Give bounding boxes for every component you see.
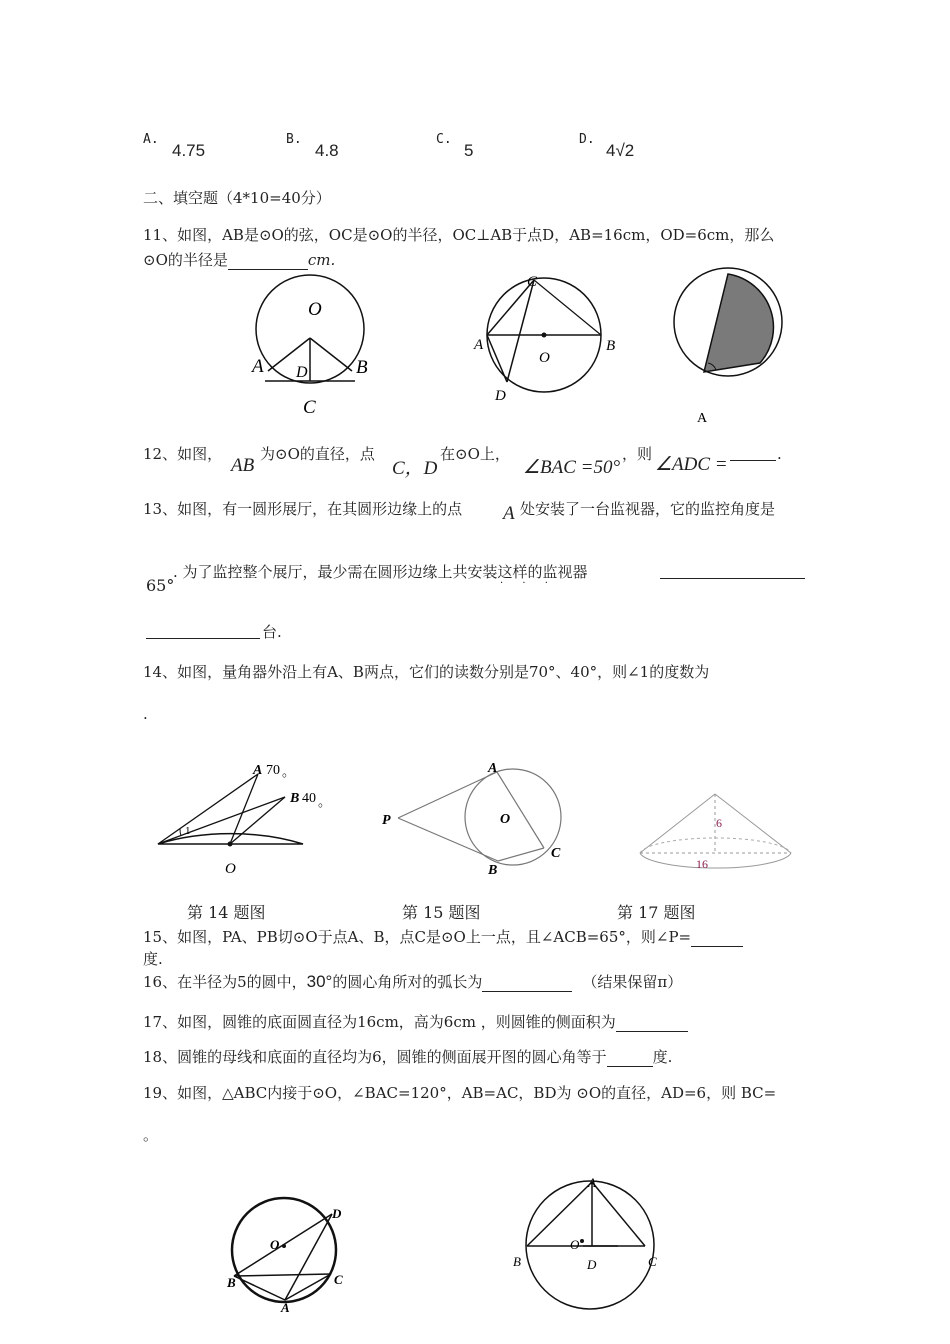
fig14-label-o: O <box>225 861 236 877</box>
q11-line2-suffix: cm. <box>307 251 336 269</box>
fig19-label-d: D <box>332 1206 342 1221</box>
q18-text: 18、圆锥的母线和底面的直径均为6，圆锥的侧面展开图的圆心角等于 <box>143 1048 607 1066</box>
q15-line2: 度. <box>143 950 163 968</box>
q18-suffix: 度. <box>652 1048 673 1066</box>
q14-line2: . <box>143 705 148 723</box>
fig19-label-b: B <box>227 1275 236 1290</box>
fig12-label-o: O <box>539 350 550 366</box>
q17-text: 17、如图，圆锥的底面圆直径为16cm，高为6cm ，则圆锥的侧面积为 <box>143 1013 616 1031</box>
q12-angle-bac: ∠BAC =50° <box>523 457 621 478</box>
q13-line3-suffix: 台. <box>262 623 282 641</box>
q13-line1a: 13、如图，有一圆形展厅，在其圆形边缘上的点 <box>143 500 463 518</box>
fig20-label-d: D <box>587 1257 597 1272</box>
fig20-label-o: O <box>570 1237 580 1252</box>
q11-line2-prefix: ⊙O的半径是 <box>143 251 228 269</box>
fig14-label-b: B <box>290 791 300 806</box>
q16-prefix: 16、在半径为5的圆中， <box>143 973 307 991</box>
fig14-read-b: 40 <box>302 791 316 806</box>
option-a-letter: A. <box>143 132 159 147</box>
option-c-value: 5 <box>464 141 474 160</box>
option-d-value: 4√2 <box>606 141 635 160</box>
q12-angle-adc: ∠ADC = <box>655 454 728 475</box>
q19-line1: 19、如图，△ABC内接于⊙O，∠BAC=120°，AB=AC，BD为 ⊙O的直径，AD=6，则 BC= <box>143 1084 777 1102</box>
q12-mid1: 为⊙O的直径，点 <box>260 445 375 463</box>
q19-line2: 。 <box>143 1126 159 1144</box>
option-d-letter: D. <box>579 132 595 147</box>
fig12-label-d: D <box>495 388 506 404</box>
caption-14: 第 14 题图 <box>187 903 266 922</box>
q12-mid3: ，则 <box>622 445 653 463</box>
fig15-label-b: B <box>488 863 498 878</box>
q16-degree: 30° <box>306 972 333 991</box>
fig19-label-o: O <box>270 1237 280 1252</box>
q13-line1b: 处安装了一台监视器，它的监控角度是 <box>520 500 776 518</box>
q14-line1: 14、如图，量角器外沿上有A、B两点，它们的读数分别是70°、40°，则∠1的度数为 <box>143 663 710 681</box>
fig15-label-a: A <box>488 761 498 776</box>
fig14-read-a: 70 <box>266 763 280 778</box>
q13-line2: . 为了监控整个展厅，最少需在圆形边缘上共安装这样的监视器 <box>173 563 588 581</box>
caption-17: 第 17 题图 <box>617 903 696 922</box>
q12-cd: C，D <box>392 458 438 479</box>
fig12-label-b: B <box>606 338 616 354</box>
q12-end: . <box>777 445 782 463</box>
q12-ab: AB <box>231 455 255 476</box>
fig17-height: 6 <box>716 816 722 830</box>
q11-line1: 11、如图，AB是⊙O的弦，OC是⊙O的半径，OC⊥AB于点D，AB=16cm，OD=6cm，那么 <box>143 226 775 244</box>
fig15-label-o: O <box>500 812 511 827</box>
fig11-label-a: A <box>252 356 264 377</box>
fig20-label-a: A <box>588 1175 596 1190</box>
q12-prefix: 12、如图， <box>143 445 223 463</box>
fig13-label-a: A <box>697 411 708 426</box>
fig15-label-c: C <box>551 846 561 861</box>
fig19-label-a: A <box>281 1300 290 1315</box>
q12-mid2: 在⊙O上， <box>440 445 510 463</box>
q13-point-a: A <box>503 503 515 524</box>
q13-dots: · · · <box>500 578 556 589</box>
q13-degree: 65° <box>146 576 175 595</box>
fig14-label-a: A <box>253 763 263 778</box>
section-title: 二、填空题（4*10=40分） <box>143 189 331 207</box>
fig12-label-c: C <box>527 274 538 290</box>
option-b-value: 4.8 <box>315 141 339 160</box>
option-b-letter: B. <box>286 132 302 147</box>
fig19-label-c: C <box>334 1272 343 1287</box>
fig11-label-d: D <box>296 364 308 381</box>
fig15-label-p: P <box>382 813 391 828</box>
fig20-label-c: C <box>648 1254 657 1269</box>
caption-15: 第 15 题图 <box>402 903 481 922</box>
fig11-label-o: O <box>308 299 322 320</box>
option-c-letter: C. <box>436 132 452 147</box>
q16-suffix: （结果保留π） <box>582 973 683 991</box>
fig14-unit-b: 。 <box>318 794 332 809</box>
q16-mid: 的圆心角所对的弧长为 <box>332 973 483 991</box>
fig17-diameter: 16 <box>696 857 708 871</box>
fig11-label-b: B <box>356 357 368 378</box>
fig14-unit-a: 。 <box>282 764 296 779</box>
q15-text: 15、如图，PA、PB切⊙O于点A、B，点C是⊙O上一点，且∠ACB=65°，则∠P= <box>143 928 692 946</box>
fig20-label-b: B <box>513 1254 521 1269</box>
option-a-value: 4.75 <box>172 141 206 160</box>
fig14-label-one: 1 <box>185 825 191 837</box>
fig12-label-a: A <box>474 337 484 353</box>
fig11-label-c: C <box>303 397 316 418</box>
